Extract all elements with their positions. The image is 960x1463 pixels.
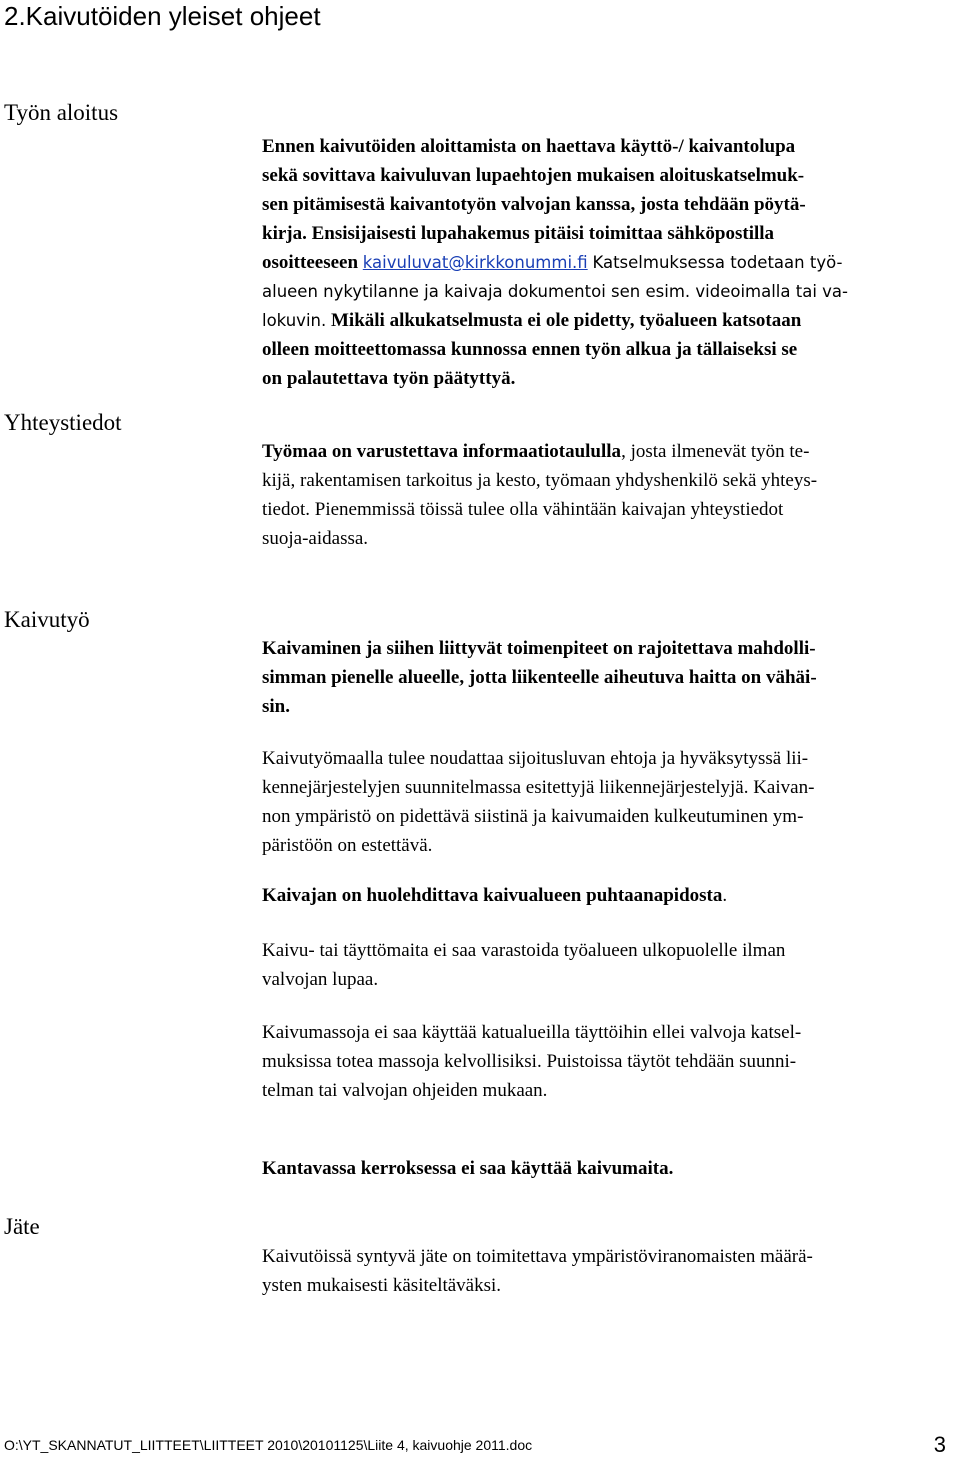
text-line: non ympäristö on pidettävä siistinä ja kaivumaiden kulkeutuminen ym- (262, 806, 804, 827)
text-line: tiedot. Pienemmissä töissä tulee olla vähintään kaivajan yhteystiedot (262, 499, 784, 520)
page-number: 3 (933, 1432, 946, 1457)
text-fragment: Kaivajan on huolehdittava kaivualueen puhtaanapidosta (262, 885, 723, 906)
paragraph-kaivutyo-2 (262, 744, 956, 860)
text-line: Kaivutöissä syntyvä jäte on toimitettava ympäristöviranomaisten määrä- (262, 1246, 813, 1267)
text-line: sin. (262, 696, 290, 717)
paragraph-kaivutyo-6 (262, 1154, 956, 1183)
text-line: on palautettava työn päätyttyä. (262, 368, 516, 389)
text-line: telman tai valvojan ohjeiden mukaan. (262, 1080, 548, 1101)
text-fragment: , josta ilmenevät työn te- (621, 441, 810, 462)
section-body-jate (262, 1242, 956, 1300)
paragraph-kaivutyo-4 (262, 936, 956, 994)
text-line: muksissa totea massoja kelvollisiksi. Puistoissa täytöt tehdään suunni- (262, 1051, 797, 1072)
section-heading-tyon-aloitus: Työn aloitus (4, 100, 119, 125)
text-fragment: osoitteeseen (262, 252, 359, 273)
email-link[interactable]: kaivuluvat@kirkkonummi.fi (362, 253, 588, 272)
text-fragment: Mikäli alkukatselmusta ei ole pidetty, työalueen katsotaan (331, 310, 802, 331)
page-title: 2.Kaivutöiden yleiset ohjeet (4, 1, 321, 31)
text-line: olleen moitteettomassa kunnossa ennen työn alkua ja tällaiseksi se (262, 339, 798, 360)
paragraph-kaivutyo-1 (262, 634, 956, 721)
text-fragment: Katselmuksessa todetaan työ- (592, 253, 843, 272)
text-line: suoja-aidassa. (262, 528, 369, 549)
text-line (262, 306, 956, 335)
text-line: kijä, rakentamisen tarkoitus ja kesto, työmaan yhdyshenkilö sekä yhteys- (262, 470, 818, 491)
text-line: päristöön on estettävä. (262, 835, 433, 856)
text-line: simman pienelle alueelle, jotta liikenteelle aiheutuva haitta on vähäi- (262, 667, 817, 688)
text-line (262, 881, 956, 910)
text-line: valvojan lupaa. (262, 969, 379, 990)
paragraph-kaivutyo-3 (262, 881, 956, 910)
text-fragment: lokuvin. (262, 311, 327, 330)
text-fragment: Työmaa on varustettava informaatiotaululla (262, 441, 622, 462)
text-line: sen pitämisestä kaivantotyön valvojan kanssa, josta tehdään pöytä- (262, 194, 806, 215)
text-line: Ennen kaivutöiden aloittamista on haettava käyttö-/ kaivantolupa (262, 136, 796, 157)
paragraph-kaivutyo-5 (262, 1018, 956, 1105)
text-line: kennejärjestelyjen suunnitelmassa esitettyjä liikennejärjestelyjä. Kaivan- (262, 777, 815, 798)
text-line: Kaivu- tai täyttömaita ei saa varastoida työalueen ulkopuolelle ilman (262, 940, 786, 961)
section-heading-yhteystiedot: Yhteystiedot (4, 410, 122, 435)
text-line: Kaivumassoja ei saa käyttää katualueilla täyttöihin ellei valvoja katsel- (262, 1022, 802, 1043)
text-line: kirja. Ensisijaisesti lupahakemus pitäisi toimittaa sähköpostilla (262, 223, 775, 244)
text-line: Kantavassa kerroksessa ei saa käyttää kaivumaita. (262, 1158, 674, 1179)
section-heading-kaivutyo: Kaivutyö (4, 607, 90, 632)
section-body-yhteystiedot (262, 437, 956, 553)
text-line: sekä sovittava kaivuluvan lupaehtojen mukaisen aloituskatselmuk- (262, 165, 805, 186)
text-line: Kaivutyömaalla tulee noudattaa sijoitusluvan ehtoja ja hyväksytyssä lii- (262, 748, 809, 769)
section-heading-jate: Jäte (4, 1214, 40, 1239)
text-line (262, 437, 956, 466)
text-line (262, 248, 956, 277)
text-line: Kaivaminen ja siihen liittyvät toimenpiteet on rajoitettava mahdolli- (262, 638, 816, 659)
text-line: ysten mukaisesti käsiteltäväksi. (262, 1275, 502, 1296)
text-fragment: . (722, 885, 728, 906)
footer-file-path: O:\YT_SKANNATUT_LIITTEET\LIITTEET 2010\20101125\Liite 4, kaivuohje 2011.doc (4, 1437, 533, 1453)
section-body-tyon-aloitus (262, 132, 956, 393)
text-line: alueen nykytilanne ja kaivaja dokumentoi sen esim. videoimalla tai va- (262, 282, 848, 301)
